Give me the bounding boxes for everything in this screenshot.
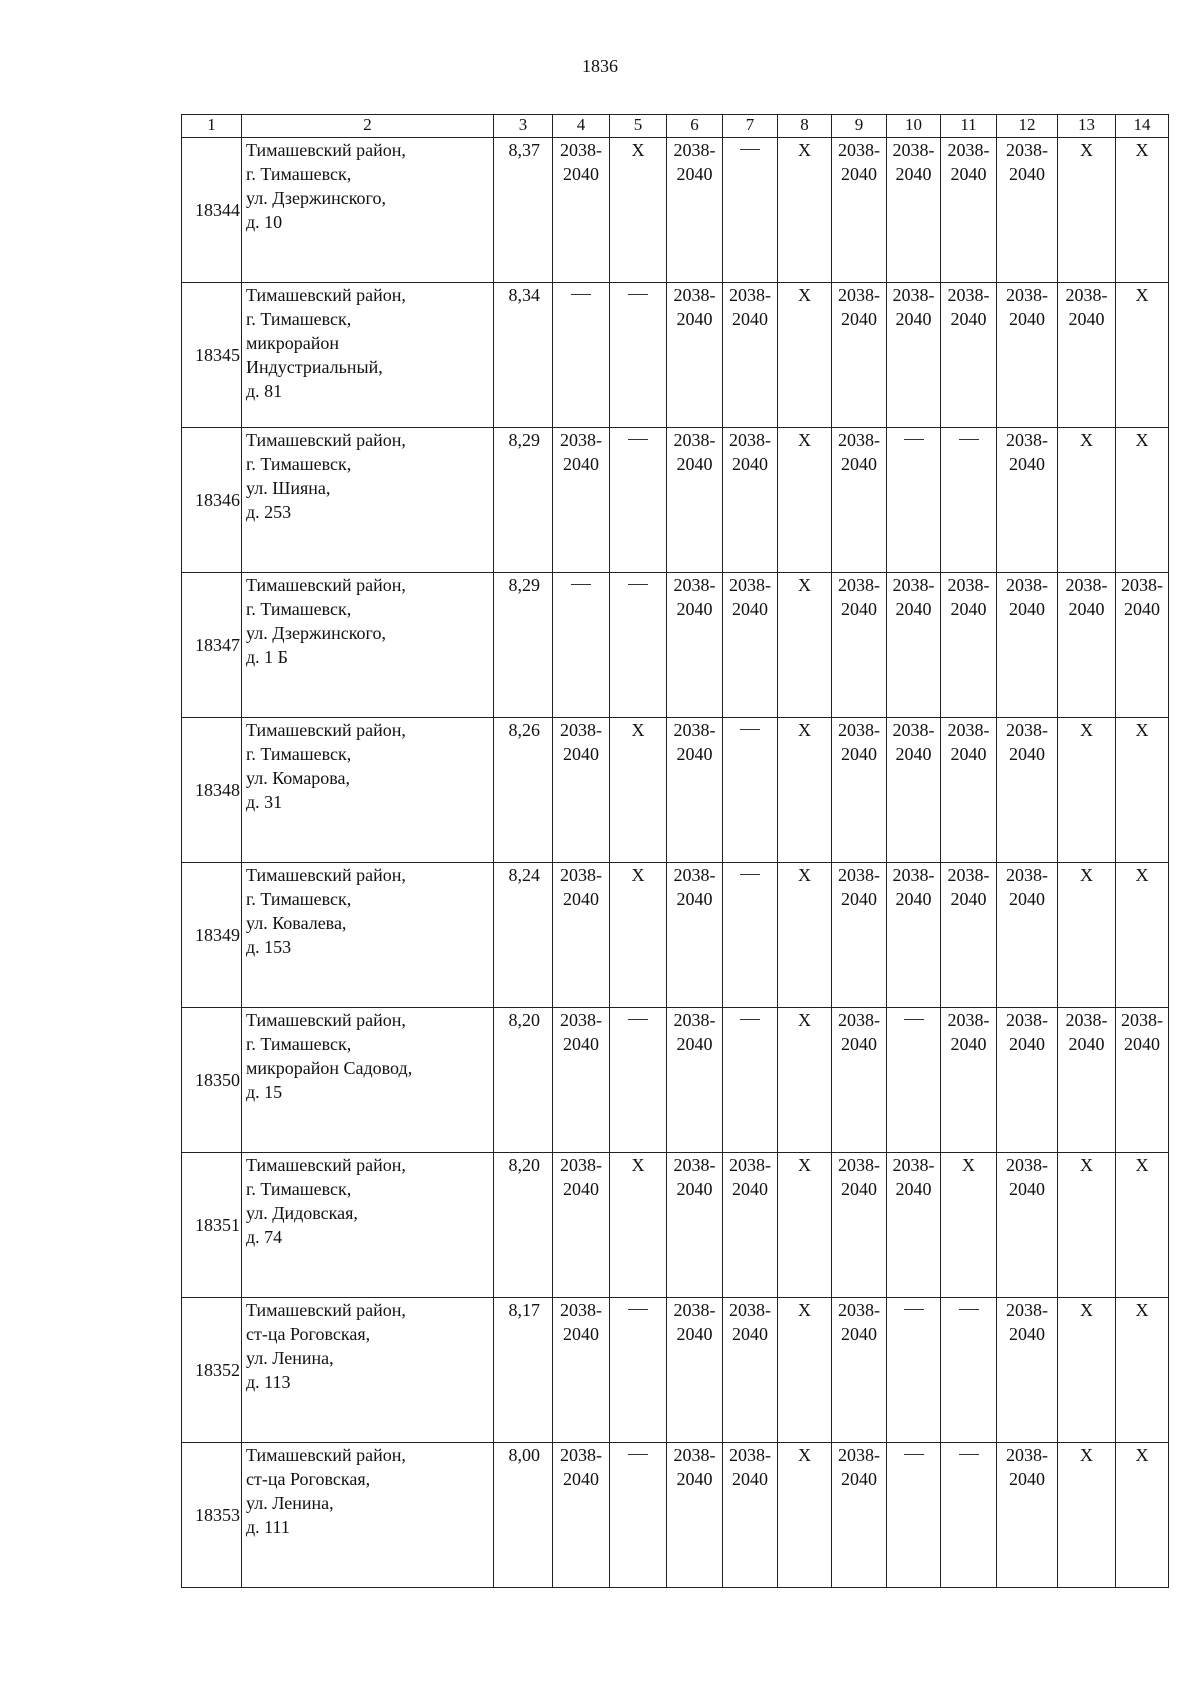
schedule-cell: 2038- 2040 bbox=[941, 283, 997, 428]
schedule-cell: 2038- 2040 bbox=[1058, 1008, 1116, 1153]
value-cell: 8,34 bbox=[494, 283, 553, 428]
schedule-cell bbox=[941, 1298, 997, 1443]
schedule-cell: 2038- 2040 bbox=[887, 283, 941, 428]
schedule-cell: 2038- 2040 bbox=[1058, 283, 1116, 428]
table-row bbox=[182, 428, 1169, 573]
address-line: д. 81 bbox=[246, 381, 283, 401]
table-row bbox=[182, 138, 1169, 283]
column-header: 12 bbox=[997, 115, 1058, 138]
schedule-cell: 2038- 2040 bbox=[553, 1298, 610, 1443]
address-line: микрорайон Садовод, bbox=[246, 1058, 413, 1078]
schedule-cell: X bbox=[778, 138, 832, 283]
schedule-cell: 2038- 2040 bbox=[723, 573, 778, 718]
schedule-cell bbox=[723, 1008, 778, 1153]
schedule-cell: X bbox=[610, 138, 667, 283]
address-line: ст-ца Роговская, bbox=[246, 1324, 371, 1344]
dash-mark bbox=[740, 149, 760, 150]
schedule-cell: 2038- 2040 bbox=[997, 1443, 1058, 1588]
schedule-cell bbox=[723, 138, 778, 283]
address-cell bbox=[242, 718, 494, 863]
schedule-cell: X bbox=[778, 718, 832, 863]
schedule-cell: 2038- 2040 bbox=[832, 863, 887, 1008]
schedule-cell bbox=[887, 1443, 941, 1588]
schedule-cell: 2038- 2040 bbox=[667, 863, 723, 1008]
address-line: ул. Комарова, bbox=[246, 768, 350, 788]
schedule-cell: 2038- 2040 bbox=[941, 718, 997, 863]
schedule-cell: X bbox=[778, 283, 832, 428]
schedule-cell: 2038- 2040 bbox=[667, 573, 723, 718]
schedule-cell: 2038- 2040 bbox=[941, 863, 997, 1008]
address-line: г. Тимашевск, bbox=[246, 309, 352, 329]
address-line: ул. Шияна, bbox=[246, 478, 331, 498]
schedule-cell: 2038- 2040 bbox=[1058, 573, 1116, 718]
address-line: г. Тимашевск, bbox=[246, 454, 352, 474]
row-number: 18347 bbox=[182, 573, 242, 718]
schedule-cell: 2038- 2040 bbox=[1116, 573, 1169, 718]
row-number: 18351 bbox=[182, 1153, 242, 1298]
schedule-cell: X bbox=[1116, 863, 1169, 1008]
schedule-table bbox=[181, 114, 1169, 1588]
schedule-cell: 2038- 2040 bbox=[887, 573, 941, 718]
address-line: ул. Дзержинского, bbox=[246, 623, 386, 643]
address-line: д. 31 bbox=[246, 792, 283, 812]
schedule-cell: X bbox=[1116, 1298, 1169, 1443]
value-cell: 8,29 bbox=[494, 573, 553, 718]
address-line: г. Тимашевск, bbox=[246, 744, 352, 764]
address-line: ул. Ленина, bbox=[246, 1493, 334, 1513]
schedule-cell: 2038- 2040 bbox=[723, 1153, 778, 1298]
schedule-cell: 2038- 2040 bbox=[832, 718, 887, 863]
schedule-cell: X bbox=[778, 1443, 832, 1588]
address-line: ул. Дзержинского, bbox=[246, 188, 386, 208]
value-cell: 8,37 bbox=[494, 138, 553, 283]
table-row bbox=[182, 1298, 1169, 1443]
column-header: 13 bbox=[1058, 115, 1116, 138]
address-line: ул. Ковалева, bbox=[246, 913, 347, 933]
schedule-cell: X bbox=[1116, 718, 1169, 863]
schedule-cell: 2038- 2040 bbox=[553, 718, 610, 863]
schedule-cell: 2038- 2040 bbox=[553, 1443, 610, 1588]
address-cell bbox=[242, 1443, 494, 1588]
schedule-cell bbox=[553, 573, 610, 718]
dash-mark bbox=[571, 584, 591, 585]
address-line: д. 15 bbox=[246, 1082, 283, 1102]
address-line: Тимашевский район, bbox=[246, 720, 406, 740]
address-cell bbox=[242, 863, 494, 1008]
dash-mark bbox=[628, 294, 648, 295]
address-line: Тимашевский район, bbox=[246, 1155, 406, 1175]
schedule-cell: 2038- 2040 bbox=[553, 863, 610, 1008]
schedule-cell: 2038- 2040 bbox=[553, 428, 610, 573]
address-cell bbox=[242, 1153, 494, 1298]
schedule-cell: 2038- 2040 bbox=[553, 1008, 610, 1153]
dash-mark bbox=[740, 874, 760, 875]
table-row bbox=[182, 718, 1169, 863]
dash-mark bbox=[904, 1309, 924, 1310]
table-row bbox=[182, 1008, 1169, 1153]
schedule-cell: X bbox=[778, 1298, 832, 1443]
schedule-cell: 2038- 2040 bbox=[832, 1153, 887, 1298]
schedule-cell: 2038- 2040 bbox=[997, 863, 1058, 1008]
address-line: д. 10 bbox=[246, 212, 283, 232]
schedule-cell bbox=[610, 1008, 667, 1153]
row-number: 18344 bbox=[182, 138, 242, 283]
schedule-cell: 2038- 2040 bbox=[723, 283, 778, 428]
address-line: г. Тимашевск, bbox=[246, 164, 352, 184]
dash-mark bbox=[740, 1019, 760, 1020]
address-line: Тимашевский район, bbox=[246, 140, 406, 160]
schedule-cell: 2038- 2040 bbox=[667, 138, 723, 283]
dash-mark bbox=[628, 584, 648, 585]
schedule-cell: 2038- 2040 bbox=[723, 1443, 778, 1588]
row-number: 18348 bbox=[182, 718, 242, 863]
schedule-cell: 2038- 2040 bbox=[832, 138, 887, 283]
schedule-cell: X bbox=[1058, 1443, 1116, 1588]
schedule-cell bbox=[941, 1443, 997, 1588]
schedule-cell bbox=[610, 573, 667, 718]
column-header: 1 bbox=[182, 115, 242, 138]
table-row bbox=[182, 863, 1169, 1008]
dash-mark bbox=[959, 439, 979, 440]
row-number: 18350 bbox=[182, 1008, 242, 1153]
address-line: д. 74 bbox=[246, 1227, 283, 1247]
address-cell bbox=[242, 573, 494, 718]
schedule-cell: 2038- 2040 bbox=[667, 1443, 723, 1588]
address-line: г. Тимашевск, bbox=[246, 1034, 352, 1054]
schedule-cell: 2038- 2040 bbox=[832, 1298, 887, 1443]
schedule-cell: X bbox=[610, 1153, 667, 1298]
dash-mark bbox=[904, 439, 924, 440]
value-cell: 8,24 bbox=[494, 863, 553, 1008]
value-cell: 8,00 bbox=[494, 1443, 553, 1588]
schedule-cell: X bbox=[1058, 138, 1116, 283]
address-line: д. 1 Б bbox=[246, 647, 288, 667]
schedule-cell: 2038- 2040 bbox=[997, 428, 1058, 573]
schedule-cell: 2038- 2040 bbox=[832, 1008, 887, 1153]
address-line: ул. Ленина, bbox=[246, 1348, 334, 1368]
schedule-cell: X bbox=[1116, 428, 1169, 573]
address-line: микрорайон bbox=[246, 333, 340, 353]
schedule-cell: X bbox=[778, 573, 832, 718]
table-row bbox=[182, 1153, 1169, 1298]
address-cell bbox=[242, 138, 494, 283]
schedule-cell bbox=[610, 1298, 667, 1443]
address-line: д. 153 bbox=[246, 937, 292, 957]
table-row bbox=[182, 1443, 1169, 1588]
dash-mark bbox=[959, 1309, 979, 1310]
dash-mark bbox=[628, 439, 648, 440]
column-header: 3 bbox=[494, 115, 553, 138]
schedule-cell: X bbox=[610, 863, 667, 1008]
schedule-cell bbox=[610, 283, 667, 428]
dash-mark bbox=[628, 1019, 648, 1020]
row-number: 18345 bbox=[182, 283, 242, 428]
schedule-cell bbox=[887, 428, 941, 573]
schedule-cell: 2038- 2040 bbox=[887, 863, 941, 1008]
schedule-cell bbox=[723, 863, 778, 1008]
column-header: 9 bbox=[832, 115, 887, 138]
address-cell bbox=[242, 1298, 494, 1443]
dash-mark bbox=[571, 294, 591, 295]
column-header: 6 bbox=[667, 115, 723, 138]
schedule-cell: 2038- 2040 bbox=[997, 138, 1058, 283]
address-line: Тимашевский район, bbox=[246, 430, 406, 450]
page-number: 1836 bbox=[582, 56, 618, 76]
schedule-cell: X bbox=[1058, 428, 1116, 573]
address-cell bbox=[242, 1008, 494, 1153]
address-line: Тимашевский район, bbox=[246, 285, 406, 305]
dash-mark bbox=[904, 1454, 924, 1455]
column-header: 7 bbox=[723, 115, 778, 138]
value-cell: 8,20 bbox=[494, 1153, 553, 1298]
address-line: д. 111 bbox=[246, 1517, 290, 1537]
schedule-cell: 2038- 2040 bbox=[997, 1153, 1058, 1298]
table-row bbox=[182, 573, 1169, 718]
dash-mark bbox=[628, 1454, 648, 1455]
schedule-cell: X bbox=[1116, 283, 1169, 428]
schedule-cell: X bbox=[778, 1153, 832, 1298]
schedule-cell: X bbox=[1116, 1443, 1169, 1588]
schedule-cell: 2038- 2040 bbox=[667, 1153, 723, 1298]
schedule-cell bbox=[941, 428, 997, 573]
column-header: 5 bbox=[610, 115, 667, 138]
schedule-cell bbox=[887, 1298, 941, 1443]
schedule-cell: 2038- 2040 bbox=[553, 1153, 610, 1298]
address-cell bbox=[242, 428, 494, 573]
schedule-cell: 2038- 2040 bbox=[997, 718, 1058, 863]
schedule-cell: 2038- 2040 bbox=[832, 428, 887, 573]
schedule-cell: 2038- 2040 bbox=[1116, 1008, 1169, 1153]
schedule-cell: 2038- 2040 bbox=[832, 1443, 887, 1588]
schedule-cell: 2038- 2040 bbox=[941, 138, 997, 283]
schedule-cell: 2038- 2040 bbox=[832, 283, 887, 428]
schedule-cell: 2038- 2040 bbox=[832, 573, 887, 718]
schedule-cell: 2038- 2040 bbox=[997, 283, 1058, 428]
schedule-cell bbox=[610, 428, 667, 573]
schedule-cell bbox=[723, 718, 778, 863]
schedule-cell: X bbox=[941, 1153, 997, 1298]
schedule-cell: 2038- 2040 bbox=[887, 718, 941, 863]
table-row bbox=[182, 283, 1169, 428]
schedule-cell: 2038- 2040 bbox=[667, 1008, 723, 1153]
row-number: 18353 bbox=[182, 1443, 242, 1588]
schedule-cell: 2038- 2040 bbox=[667, 718, 723, 863]
schedule-cell: X bbox=[1116, 138, 1169, 283]
column-header: 11 bbox=[941, 115, 997, 138]
address-line: г. Тимашевск, bbox=[246, 889, 352, 909]
schedule-cell: X bbox=[778, 428, 832, 573]
address-line: г. Тимашевск, bbox=[246, 599, 352, 619]
column-header: 4 bbox=[553, 115, 610, 138]
dash-mark bbox=[628, 1309, 648, 1310]
row-number: 18346 bbox=[182, 428, 242, 573]
address-line: д. 113 bbox=[246, 1372, 291, 1392]
address-line: Тимашевский район, bbox=[246, 1010, 406, 1030]
schedule-cell: 2038- 2040 bbox=[941, 1008, 997, 1153]
value-cell: 8,26 bbox=[494, 718, 553, 863]
row-number: 18349 bbox=[182, 863, 242, 1008]
address-line: Тимашевский район, bbox=[246, 865, 406, 885]
schedule-cell bbox=[887, 1008, 941, 1153]
schedule-cell: 2038- 2040 bbox=[667, 283, 723, 428]
address-line: д. 253 bbox=[246, 502, 292, 522]
value-cell: 8,29 bbox=[494, 428, 553, 573]
schedule-cell: 2038- 2040 bbox=[667, 1298, 723, 1443]
dash-mark bbox=[904, 1019, 924, 1020]
schedule-cell: 2038- 2040 bbox=[887, 138, 941, 283]
dash-mark bbox=[959, 1454, 979, 1455]
schedule-cell bbox=[553, 283, 610, 428]
schedule-cell: 2038- 2040 bbox=[941, 573, 997, 718]
dash-mark bbox=[740, 729, 760, 730]
row-number: 18352 bbox=[182, 1298, 242, 1443]
address-line: Тимашевский район, bbox=[246, 1300, 406, 1320]
schedule-cell: X bbox=[1058, 1298, 1116, 1443]
schedule-cell: X bbox=[1058, 1153, 1116, 1298]
schedule-cell: X bbox=[778, 863, 832, 1008]
column-header: 10 bbox=[887, 115, 941, 138]
value-cell: 8,20 bbox=[494, 1008, 553, 1153]
schedule-cell: 2038- 2040 bbox=[997, 573, 1058, 718]
address-line: Индустриальный, bbox=[246, 357, 383, 377]
address-line: ул. Дидовская, bbox=[246, 1203, 358, 1223]
schedule-cell: 2038- 2040 bbox=[887, 1153, 941, 1298]
value-cell: 8,17 bbox=[494, 1298, 553, 1443]
address-line: Тимашевский район, bbox=[246, 575, 406, 595]
schedule-cell: 2038- 2040 bbox=[667, 428, 723, 573]
schedule-cell: X bbox=[778, 1008, 832, 1153]
schedule-cell: 2038- 2040 bbox=[723, 428, 778, 573]
column-header: 8 bbox=[778, 115, 832, 138]
schedule-cell: X bbox=[1116, 1153, 1169, 1298]
schedule-cell: X bbox=[1058, 863, 1116, 1008]
address-line: ст-ца Роговская, bbox=[246, 1469, 371, 1489]
schedule-cell: 2038- 2040 bbox=[997, 1008, 1058, 1153]
schedule-cell: 2038- 2040 bbox=[553, 138, 610, 283]
header-row bbox=[182, 115, 1169, 138]
schedule-cell: X bbox=[1058, 718, 1116, 863]
address-line: Тимашевский район, bbox=[246, 1445, 406, 1465]
schedule-cell: 2038- 2040 bbox=[723, 1298, 778, 1443]
column-header: 14 bbox=[1116, 115, 1169, 138]
schedule-cell bbox=[610, 1443, 667, 1588]
column-header: 2 bbox=[242, 115, 494, 138]
address-cell bbox=[242, 283, 494, 428]
schedule-cell: 2038- 2040 bbox=[997, 1298, 1058, 1443]
address-line: г. Тимашевск, bbox=[246, 1179, 352, 1199]
schedule-cell: X bbox=[610, 718, 667, 863]
